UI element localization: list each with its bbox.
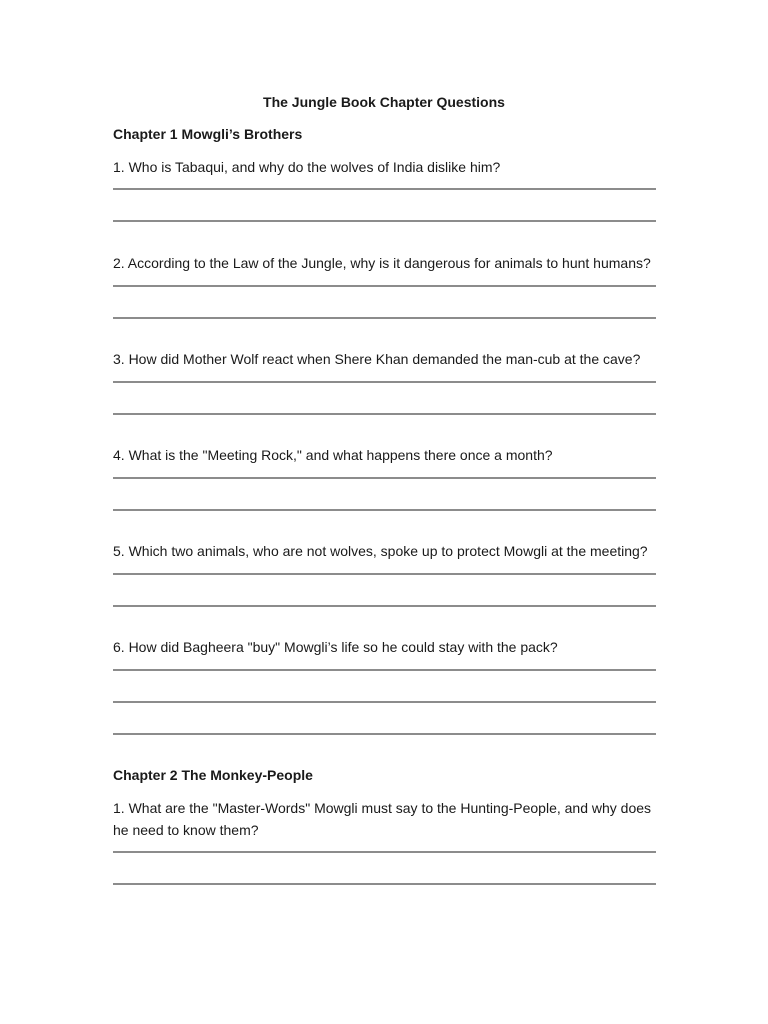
- answer-line[interactable]: [113, 605, 656, 607]
- chapter-1-question-3: 3. How did Mother Wolf react when Shere Khan demanded the man-cub at the cave?: [113, 351, 641, 367]
- answer-line[interactable]: [113, 701, 656, 703]
- chapter-2-heading: Chapter 2 The Monkey-People: [113, 767, 313, 783]
- chapter-1-question-5: 5. Which two animals, who are not wolves, spoke up to protect Mowgli at the meeting?: [113, 543, 648, 559]
- answer-line[interactable]: [113, 883, 656, 885]
- chapter-1-question-6: 6. How did Bagheera "buy" Mowgli’s life so he could stay with the pack?: [113, 639, 558, 655]
- document-title: The Jungle Book Chapter Questions: [263, 94, 505, 110]
- answer-line[interactable]: [113, 669, 656, 671]
- chapter-1-heading: Chapter 1 Mowgli’s Brothers: [113, 126, 303, 142]
- answer-line[interactable]: [113, 413, 656, 415]
- answer-line[interactable]: [113, 188, 656, 190]
- answer-line[interactable]: [113, 317, 656, 319]
- answer-line[interactable]: [113, 509, 656, 511]
- chapter-1-question-2: 2. According to the Law of the Jungle, why is it dangerous for animals to hunt humans?: [113, 255, 651, 271]
- chapter-1-question-4: 4. What is the "Meeting Rock," and what happens there once a month?: [113, 447, 553, 463]
- answer-line[interactable]: [113, 477, 656, 479]
- answer-line[interactable]: [113, 285, 656, 287]
- answer-line[interactable]: [113, 381, 656, 383]
- answer-line[interactable]: [113, 573, 656, 575]
- chapter-1-question-1: 1. Who is Tabaqui, and why do the wolves of India dislike him?: [113, 159, 501, 175]
- answer-line[interactable]: [113, 733, 656, 735]
- chapter-2-question-1: 1. What are the "Master-Words" Mowgli must say to the Hunting-People, and why does he need to know them?: [113, 800, 652, 838]
- answer-line[interactable]: [113, 851, 656, 853]
- answer-line[interactable]: [113, 220, 656, 222]
